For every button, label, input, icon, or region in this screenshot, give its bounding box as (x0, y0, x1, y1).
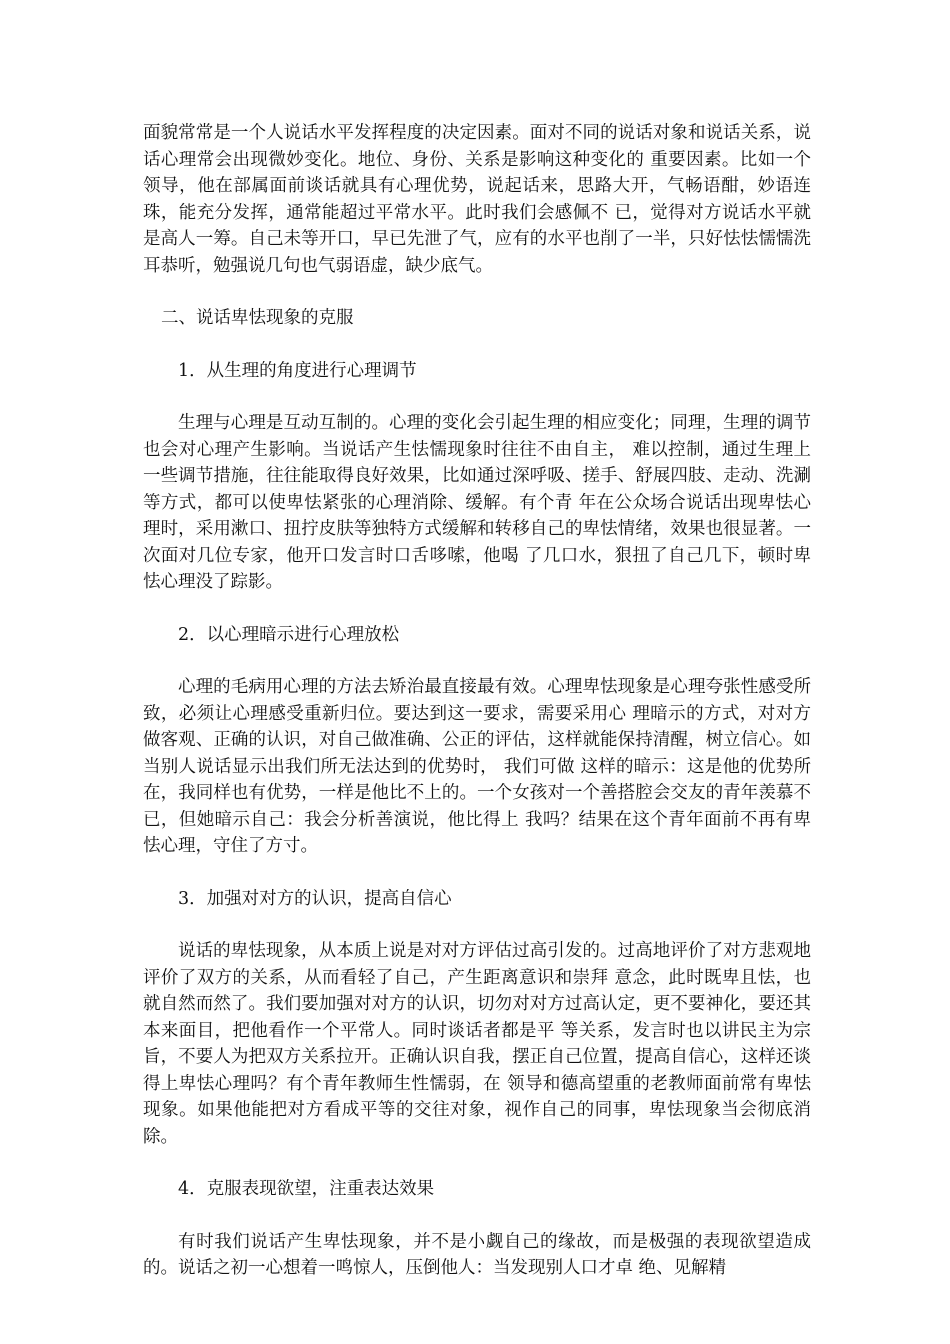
item-body-2: 心理的毛病用心理的方法去矫治最直接最有效。心理卑怯现象是心理夸张性感受所致，必须让心理感受重新归位。要达到这一要求，需要采用心 理暗示的方式，对对方做客观、正确的认识，对自己做准确、公正的评估，这样就能保持清醒，树立信心。如当别人说话显示出我们所无法达到的优势时， 我们可做 这样的暗示：这是他的优势所在，我同样也有优势，一样是他比不上的。一个女孩对一个善搭腔会交友的青年羡慕不已，但她暗示自己：我会分析善演说，他比得上 我吗？结果在这个青年面前不再有卑怯心理，守住了方寸。 (143, 677, 811, 856)
item-heading-1: 1．从生理的角度进行心理调节 (178, 360, 417, 381)
intro-paragraph: 面貌常常是一个人说话水平发挥程度的决定因素。面对不同的说话对象和说话关系，说话心理常会出现微妙变化。地位、身份、关系是影响这种变化的 重要因素。比如一个领导，他在部属面前谈话就具有心理优势，说起话来，思路大开，气畅语酣，妙语连珠，能充分发挥，通常能超过平常水平。此时我们会感佩不 已，觉得对方说话水平就是高人一筹。自己未等开口，早已先泄了气，应有的水平也削了一半，只好怯怯懦懦洗耳恭听，勉强说几句也气弱语虚，缺少底气。 (143, 123, 811, 276)
item-heading-4: 4．克服表现欲望，注重表达效果 (178, 1179, 435, 1199)
document-page (143, 120, 811, 1308)
item-body-1: 生理与心理是互动互制的。心理的变化会引起生理的相应变化；同理，生理的调节也会对心理产生影响。当说话产生怯懦现象时往往不由自主， 难以控制，通过生理上一些调节措施，往往能取得良好效果，比如通过深呼吸、搓手、舒展四肢、走动、洗涮等方式，都可以使卑怯紧张的心理消除、缓解。有个青 年在公众场合说话出现卑怯心理时，采用漱口、扭拧皮肤等独特方式缓解和转移自己的卑怯情绪，效果也很显著。一次面对几位专家，他开口发言时口舌哆嗦，他喝 了几口水，狠扭了自己几下，顿时卑怯心理没了踪影。 (143, 413, 811, 592)
section-heading: 二、说话卑怯现象的克服 (161, 308, 354, 328)
item-heading-2: 2．以心理暗示进行心理放松 (178, 624, 400, 645)
item-heading-3: 3．加强对对方的认识，提高自信心 (178, 888, 452, 909)
item-body-4: 有时我们说话产生卑怯现象，并不是小觑自己的缘故，而是极强的表现欲望造成的。说话之初一心想着一鸣惊人，压倒他人：当发现别人口才卓 绝、见解精 (143, 1231, 811, 1278)
item-body-3: 说话的卑怯现象，从本质上说是对对方评估过高引发的。过高地评价了对方悲观地评价了双方的关系，从而看轻了自己，产生距离意识和崇拜 意念，此时既卑且怯，也就自然而然了。我们要加强对对方的认识，切勿对对方过高认定，更不要神化，要还其本来面目，把他看作一个平常人。同时谈话者都是平 等关系，发言时也以讲民主为宗旨，不要人为把双方关系拉开。正确认识自我，摆正自己位置，提高自信心，这样还谈得上卑怯心理吗？有个青年教师生性懦弱，在 领导和德高望重的老教师面前常有卑怯现象。如果他能把对方看成平等的交往对象，视作自己的同事，卑怯现象当会彻底消除。 (143, 941, 811, 1147)
